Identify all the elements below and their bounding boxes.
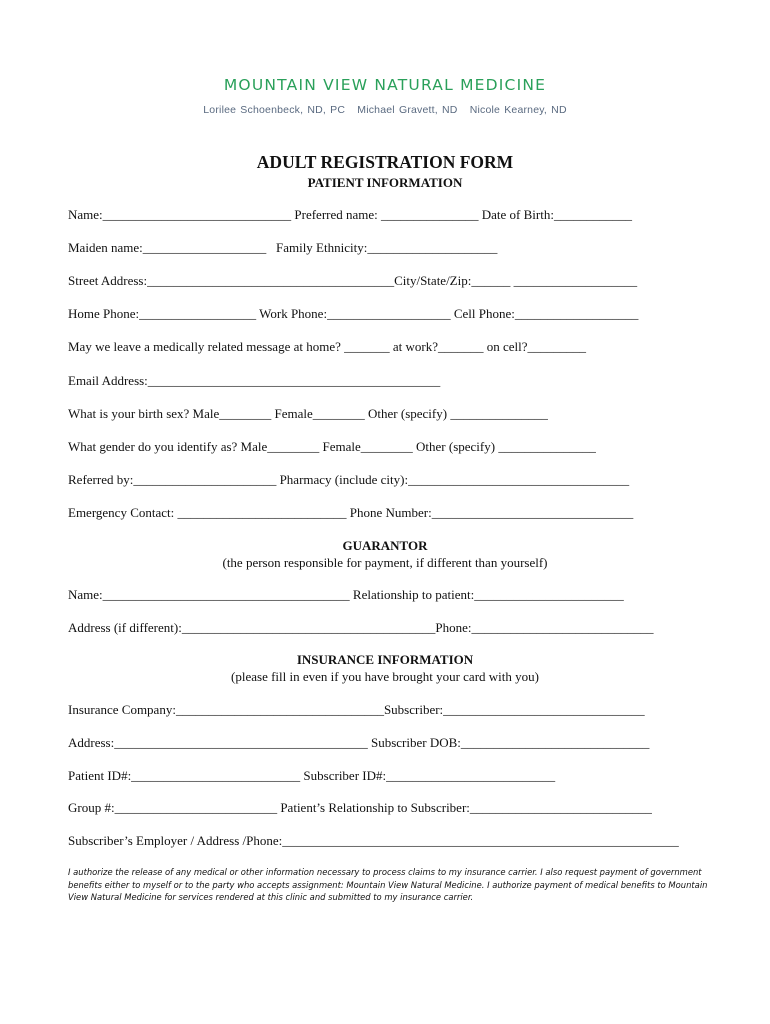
practitioner-name: Michael Gravett, ND	[357, 104, 458, 116]
insurance-subtitle: (please fill in even if you have brought your card with you)	[231, 669, 539, 684]
group-number-line[interactable]: Group #:_________________________ Patient’s Relationship to Subscriber:____________________________	[68, 800, 652, 815]
message-permission-line[interactable]: May we leave a medically related message at home? _______ at work?_______ on cell?_________	[68, 339, 587, 354]
guarantor-name-line[interactable]: Name:______________________________________ Relationship to patient:_______________________	[68, 587, 624, 602]
insurance-heading: INSURANCE INFORMATION	[296, 652, 474, 667]
authorization-statement: I authorize the release of any medical or other information necessary to process claims to my insurance carrier. I also request payment of government benefits either to myself or to the party who accepts assignment: Mountain View Natural Medicine. I authorize payment of medical benefits to Mountain View Natural Medicine for services rendered at this clinic and submitted to my insurance carrier.	[68, 867, 708, 902]
phone-numbers-line[interactable]: Home Phone:__________________ Work Phone:___________________ Cell Phone:___________________	[68, 306, 639, 321]
patient-information-heading: PATIENT INFORMATION	[307, 175, 463, 190]
gender-identity-line[interactable]: What gender do you identify as? Male________ Female________ Other (specify) _______________	[68, 439, 596, 454]
insurance-address-line[interactable]: Address:_______________________________________ Subscriber DOB:_____________________________	[68, 735, 650, 750]
guarantor-address-line[interactable]: Address (if different):_______________________________________Phone:____________________________	[68, 620, 654, 635]
maiden-name-ethnicity-line[interactable]: Maiden name:___________________ Family Ethnicity:____________________	[68, 240, 498, 255]
patient-id-line[interactable]: Patient ID#:__________________________ Subscriber ID#:__________________________	[68, 768, 556, 783]
form-title: ADULT REGISTRATION FORM	[256, 152, 514, 172]
clinic-name: MOUNTAIN VIEW NATURAL MEDICINE	[223, 76, 547, 94]
email-address-line[interactable]: Email Address:_____________________________________________	[68, 373, 441, 388]
subscriber-employer-line[interactable]: Subscriber’s Employer / Address /Phone:_____________________________________________________________	[68, 833, 679, 848]
name-dob-line[interactable]: Name:_____________________________ Preferred name: _______________ Date of Birth:____________	[68, 207, 632, 222]
emergency-contact-line[interactable]: Emergency Contact: __________________________ Phone Number:_______________________________	[68, 505, 634, 520]
birth-sex-line[interactable]: What is your birth sex? Male________ Female________ Other (specify) _______________	[68, 406, 548, 421]
practitioner-list	[0, 104, 770, 116]
guarantor-heading: GUARANTOR	[342, 538, 428, 553]
street-address-line[interactable]: Street Address:______________________________________City/State/Zip:______ ___________________	[68, 273, 638, 288]
guarantor-subtitle: (the person responsible for payment, if different than yourself)	[222, 555, 548, 570]
insurance-company-line[interactable]: Insurance Company:________________________________Subscriber:_______________________________	[68, 702, 645, 717]
practitioner-name: Lorilee Schoenbeck, ND, PC	[203, 104, 346, 116]
referred-pharmacy-line[interactable]: Referred by:______________________ Pharmacy (include city):__________________________________	[68, 472, 630, 487]
practitioner-name: Nicole Kearney, ND	[469, 104, 567, 116]
